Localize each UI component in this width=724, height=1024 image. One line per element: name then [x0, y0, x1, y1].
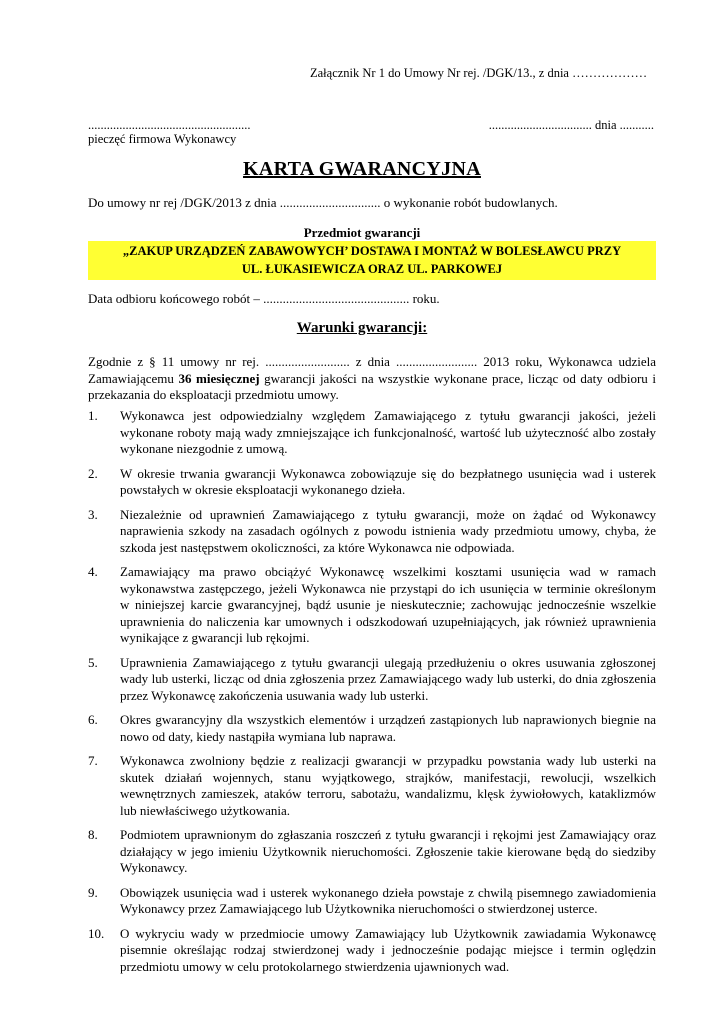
list-item	[88, 753, 656, 819]
list-item-text: Obowiązek usunięcia wad i usterek wykonanego dzieła powstaje z chwilą pisemnego zawiadomienia Wykonawcy przez Zamawiającego lub Użytkownika nieruchomości o stwierdzonej usterce.	[120, 884, 656, 916]
subject-label: Przedmiot gwarancji	[303, 225, 421, 240]
list-item	[88, 827, 656, 877]
list-item-text: Okres gwarancyjny dla wszystkich elementów i urządzeń zastąpionych lub naprawionych biegnie na nowo od daty, kiedy nastąpiła wymiana lub naprawa.	[120, 712, 656, 744]
intro-warranty-period: 36 miesięcznej	[178, 370, 260, 386]
subject-highlight-box	[88, 241, 656, 280]
list-item-number: 5.	[88, 654, 98, 670]
list-item-text: Podmiotem uprawnionym do zgłaszania roszczeń z tytułu gwarancji i rękojmi jest Zamawiający oraz działający w jego imieniu Użytkownik nieruchomości. Zgłoszenie takie kierowane będą do siedziby Wykonawcy.	[120, 827, 656, 875]
list-item-number: 3.	[88, 506, 98, 522]
list-item-text: Wykonawca zwolniony będzie z realizacji gwarancji w przypadku powstania wady lub usterki na skutek działań wojennych, stanu wyjątkowego, strajków, manifestacji, rewolucji, wszelkich wewnętrznych zamieszek, ataków terroru, sabotażu, wandalizmu, klęsk żywiołowych, kataklizmów lub niewłaściwego użytkowania.	[120, 753, 656, 818]
list-item-number: 7.	[88, 753, 98, 768]
list-item-number: 6.	[88, 712, 98, 727]
list-item-text: W okresie trwania gwarancji Wykonawca zobowiązuje się do bezpłatnego usunięcia wad i usterek powstałych w okresie eksploatacji wykonanego dzieła.	[120, 465, 656, 497]
stamp-dotted-line: ....................................................	[88, 118, 251, 132]
intro-text-after: gwarancji jakości na wszystkie wykonane prace, licząc od daty odbioru i przekazania do eksploatacji przedmiotu umowy.	[88, 370, 656, 402]
list-item-text: Niezależnie od uprawnień Zamawiającego z tytułu gwarancji, może on żądać od Wykonawcy naprawienia szkody na zasadach ogólnych z powodu istnienia wady przedmiotu umowy, chyba, że szkoda jest następstwem okoliczności, za które Wykonawca nie odpowiada.	[120, 506, 656, 555]
list-item-number: 10.	[88, 925, 105, 941]
list-item	[88, 655, 656, 705]
list-item-text: Wykonawca jest odpowiedzialny względem Zamawiającego z tytułu gwarancji jakości, jeżeli wykonane roboty mają wady zmniejszające ich funkcjonalność, wartość lub użyteczność albo zostały wykonane niezgodnie z umową.	[120, 408, 656, 456]
list-item-text: O wykryciu wady w przedmiocie umowy Zamawiający lub Użytkownik zawiadamia Wykonawcę pisemnie określając rodzaj stwierdzonej wady i jednocześnie podając miejsce i termin oględzin przedmiotu umowy w celu protokolarnego stwierdzenia ujawnionych wad.	[120, 925, 656, 974]
conditions-list	[88, 408, 656, 983]
list-item	[88, 507, 656, 557]
receipt-date-line: Data odbioru końcowego robót – ............................................. roku.	[88, 291, 440, 306]
list-item	[88, 564, 656, 647]
list-item-number: 1.	[88, 408, 98, 423]
list-item	[88, 712, 656, 745]
list-item-number: 8.	[88, 827, 98, 842]
list-item	[88, 466, 656, 499]
stamp-label: pieczęć firmowa Wykonawcy	[88, 132, 237, 146]
list-item-text: Zamawiający ma prawo obciążyć Wykonawcę wszelkimi kosztami usunięcia wad w ramach wykonawstwa zastępczego, jeżeli Wykonawca nie przystąpi do ich usunięcia w terminie określonym w niniejszej karcie gwarancyjnej, bądź usunie je nieskutecznie; zachowując jednocześnie wszelkie uprawnienia do naliczenia kar umownych i odszkodowań uzupełniających, jak również uprawnienia wynikające z gwarancji lub rękojmi.	[120, 564, 656, 645]
list-item	[88, 885, 656, 918]
list-item-number: 4.	[88, 564, 98, 579]
date-field: ................................. dnia ...........	[488, 118, 654, 132]
conditions-heading: Warunki gwarancji:	[296, 320, 428, 336]
subject-line-2: UL. ŁUKASIEWICZA ORAZ UL. PARKOWEJ	[241, 262, 503, 276]
page-title: KARTA GWARANCYJNA	[243, 158, 481, 180]
annex-reference: Załącznik Nr 1 do Umowy Nr rej. /DGK/13., z dnia ………………	[310, 66, 648, 80]
intro-paragraph	[88, 354, 656, 404]
list-item	[88, 926, 656, 976]
subject-line-1: „ZAKUP URZĄDZEŃ ZABAWOWYCH’ DOSTAWA I MONTAŻ W BOLESŁAWCU PRZY	[122, 244, 622, 258]
list-item-text: Uprawnienia Zamawiającego z tytułu gwarancji ulegają przedłużeniu o okres usuwania zgłoszonej wady lub usterki, licząc od dnia zgłoszenia przez Zamawiającego wady lub usterki, do dnia zgłoszenia przez Wykonawcę zakończenia usuwania wady lub usterki.	[120, 654, 656, 703]
list-item-number: 9.	[88, 884, 98, 900]
contract-reference: Do umowy nr rej /DGK/2013 z dnia ............................... o wykonanie robót budowlanych.	[88, 195, 558, 210]
intro-text-before: Zgodnie z § 11 umowy nr rej. .......................... z dnia ......................... 2013 roku, Wykonawca udziela Zamawiającemu	[88, 354, 656, 386]
list-item-number: 2.	[88, 465, 98, 481]
list-item	[88, 408, 656, 458]
